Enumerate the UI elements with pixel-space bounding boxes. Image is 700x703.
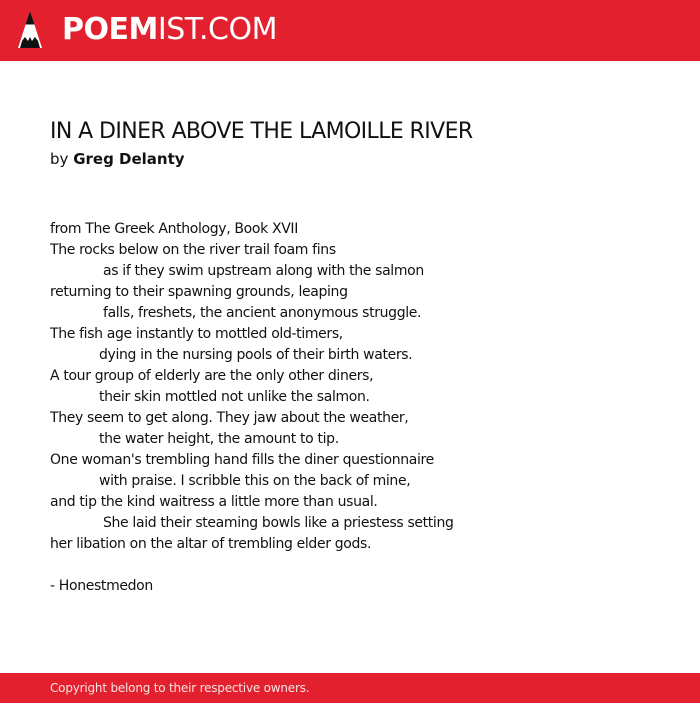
poem-line: falls, freshets, the ancient anonymous struggle. [103, 305, 422, 321]
poem-line: They seem to get along. They jaw about the weather, [50, 410, 409, 426]
by-label: by [50, 150, 69, 168]
poem-line: the water height, the amount to tip. [99, 431, 339, 447]
poem-line: their skin mottled not unlike the salmon. [99, 389, 370, 405]
poem-line: A tour group of elderly are the only other diners, [50, 368, 374, 384]
brand-bold: POEM [62, 12, 158, 47]
poem-line: The rocks below on the river trail foam fins [50, 242, 336, 258]
poem-line: with praise. I scribble this on the back of mine, [99, 473, 411, 489]
poem-body [50, 219, 670, 555]
brand-light: IST.COM [157, 12, 277, 47]
poem-line: The fish age instantly to mottled old-timers, [50, 326, 343, 342]
poem-signature: - Honestmedon [50, 578, 153, 594]
poem-line: from The Greek Anthology, Book XVII [50, 221, 298, 237]
poem-line: One woman's trembling hand fills the diner questionnaire [50, 452, 434, 468]
site-footer [0, 673, 700, 703]
poem-line: returning to their spawning grounds, leaping [50, 284, 348, 300]
poem-line: her libation on the altar of trembling elder gods. [50, 536, 372, 552]
poem-line: She laid their steaming bowls like a priestess setting [103, 515, 454, 531]
site-logo-text[interactable] [62, 13, 277, 47]
poem-line: dying in the nursing pools of their birth waters. [99, 347, 413, 363]
pencil-tip-icon[interactable] [17, 10, 43, 50]
author-name: Greg Delanty [73, 150, 185, 168]
poem-line: as if they swim upstream along with the salmon [103, 263, 424, 279]
poem-title: IN A DINER ABOVE THE LAMOILLE RIVER [50, 119, 473, 144]
byline [50, 149, 185, 169]
poem-line: and tip the kind waitress a little more than usual. [50, 494, 378, 510]
copyright-notice: Copyright belong to their respective owners. [50, 681, 310, 695]
site-header [0, 0, 700, 61]
